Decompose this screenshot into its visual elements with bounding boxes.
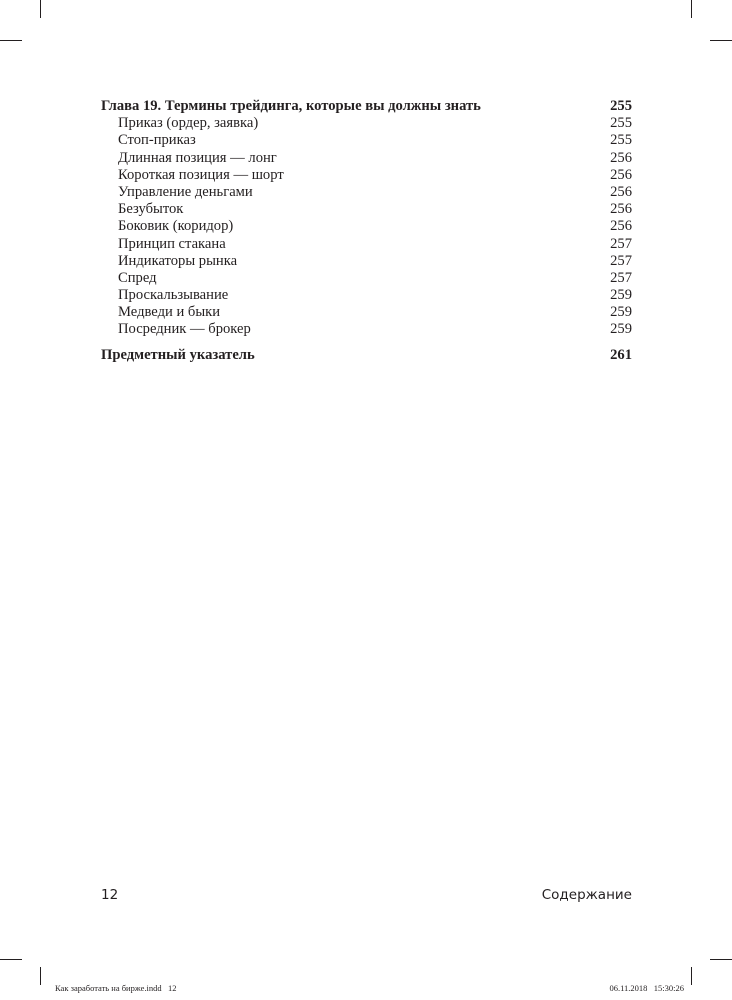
slug-filename: Как заработать на бирже.indd 12	[55, 983, 177, 993]
table-of-contents	[101, 98, 632, 364]
crop-mark	[710, 959, 732, 960]
toc-entry-title: Приказ (ордер, заявка)	[118, 115, 259, 132]
crop-mark	[40, 0, 41, 18]
crop-mark	[691, 967, 692, 985]
toc-entry-page: 259	[610, 321, 632, 338]
toc-entry-title: Управление деньгами	[118, 183, 253, 200]
crop-mark	[691, 0, 692, 18]
toc-entry[interactable]	[101, 253, 632, 270]
toc-spacer	[101, 339, 632, 347]
page-number: 12	[101, 887, 119, 903]
toc-index-title: Предметный указатель	[101, 346, 255, 363]
toc-index-entry[interactable]	[101, 347, 632, 364]
toc-entry-page: 255	[610, 132, 632, 149]
toc-entry[interactable]	[101, 150, 632, 167]
toc-chapter-title: Глава 19. Термины трейдинга, которые вы должны знать	[101, 98, 481, 114]
toc-entry[interactable]	[101, 270, 632, 287]
toc-entry-page: 256	[610, 218, 632, 235]
slug-datetime: 06.11.2018 15:30:26	[609, 983, 684, 993]
toc-entry-title: Спред	[118, 269, 157, 286]
crop-mark	[0, 40, 22, 41]
toc-entry[interactable]	[101, 321, 632, 338]
toc-entry-page: 259	[610, 287, 632, 304]
toc-entry-page: 257	[610, 252, 632, 269]
toc-entry-page: 256	[610, 201, 632, 218]
toc-entry-title: Посредник — брокер	[118, 321, 251, 338]
toc-entry[interactable]	[101, 236, 632, 253]
crop-mark	[710, 40, 732, 41]
toc-chapter-page: 255	[610, 98, 632, 114]
toc-entry-page: 256	[610, 183, 632, 200]
toc-entry-title: Принцип стакана	[118, 235, 226, 252]
toc-entry-title: Короткая позиция — шорт	[118, 166, 284, 183]
toc-entry-title: Медведи и быки	[118, 304, 221, 321]
toc-entry[interactable]	[101, 287, 632, 304]
toc-entry[interactable]	[101, 218, 632, 235]
toc-entry-page: 255	[610, 115, 632, 132]
toc-entry[interactable]	[101, 167, 632, 184]
toc-entry-title: Боковик (коридор)	[118, 218, 234, 235]
toc-entry-page: 256	[610, 149, 632, 166]
toc-entry-title: Длинная позиция — лонг	[118, 149, 277, 166]
toc-entry-title: Индикаторы рынка	[118, 252, 238, 269]
toc-entry-page: 256	[610, 166, 632, 183]
toc-entry[interactable]	[101, 132, 632, 149]
toc-entry-page: 259	[610, 304, 632, 321]
toc-chapter-entry[interactable]	[101, 98, 632, 115]
page-footer	[101, 885, 632, 905]
crop-mark	[40, 967, 41, 985]
toc-entry-page: 257	[610, 235, 632, 252]
toc-index-page: 261	[610, 346, 632, 363]
running-section-title: Содержание	[541, 887, 632, 903]
toc-entry[interactable]	[101, 184, 632, 201]
toc-entry-title: Проскальзывание	[118, 287, 229, 304]
toc-entry-title: Стоп-приказ	[118, 132, 196, 149]
toc-entry[interactable]	[101, 115, 632, 132]
crop-mark	[0, 959, 22, 960]
toc-entry-page: 257	[610, 269, 632, 286]
toc-entry-title: Безубыток	[118, 201, 184, 218]
toc-entry[interactable]	[101, 304, 632, 321]
toc-entry[interactable]	[101, 201, 632, 218]
